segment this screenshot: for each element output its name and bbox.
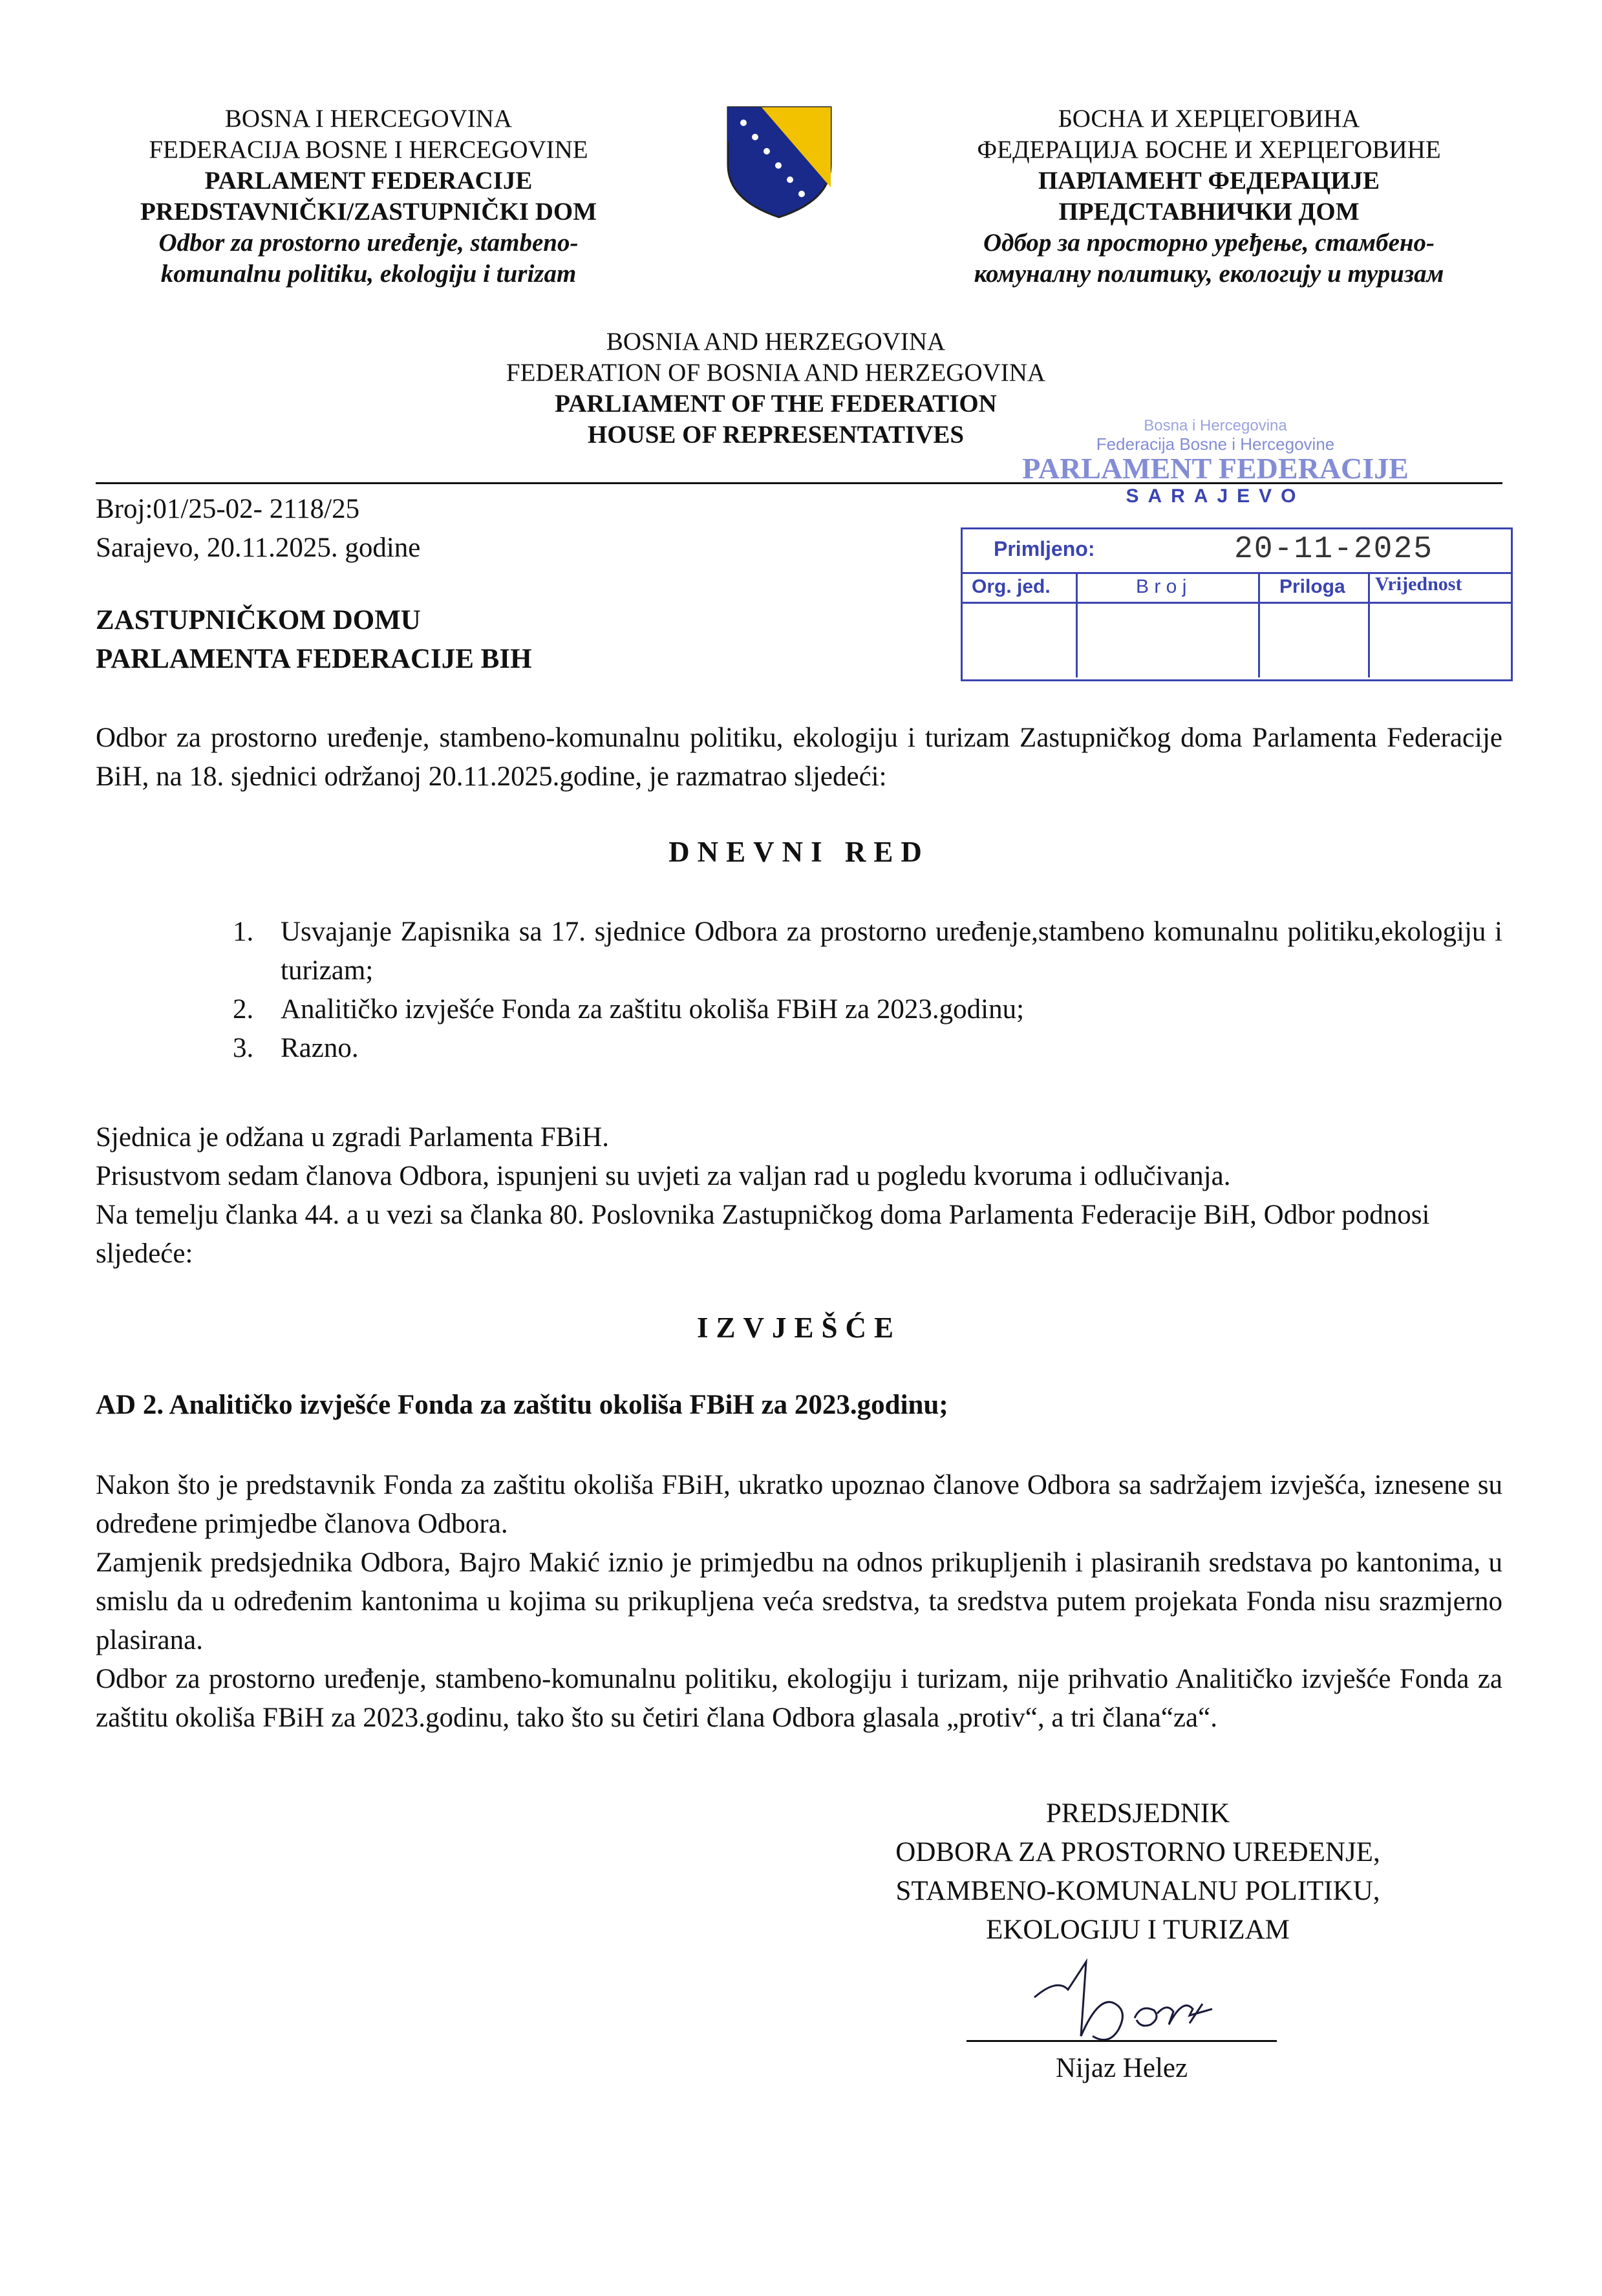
stamp-col-org: Org. jed. [972, 576, 1051, 597]
paragraph-2: Zamjenik predsjednika Odbora, Bajro Makić iznio je primjedbu na odnos prikupljenih i plasiranih sredstava po kantonima, u smislu da u određenim kantonima u kojima su prikupljena veća sredstva, ta sredstva putem projekata Fonda nisu srazmjerno plasirana. [96, 1547, 1502, 1655]
header-right-committee-1: Одбор за просторно уређење, стамбено- [983, 229, 1435, 257]
paragraph-3: Odbor za prostorno uređenje, stambeno-komunalnu politiku, ekologiju i turizam, nije prihvatio Analitičko izvješće Fonda za zaštitu okoliša FBiH za 2023.godinu, tako što su četiri člana Odbora glasala „protiv“, a tri člana“za“. [96, 1664, 1502, 1733]
header-left-federation: FEDERACIJA BOSNE I HERCEGOVINE [149, 136, 588, 164]
header-right [918, 103, 1500, 290]
header-center-federation: FEDERATION OF BOSNIA AND HERZEGOVINA [506, 359, 1046, 387]
header-right-federation: ФЕДЕРАЦИЈА БОСНЕ И ХЕРЦЕГОВИНЕ [977, 136, 1441, 164]
stamp-city: SARAJEVO [1126, 485, 1305, 507]
signature-committee-3: EKOLOGIJU I TURIZAM [986, 1915, 1290, 1945]
agenda-list [233, 913, 1502, 1068]
paragraph-1: Nakon što je predstavnik Fonda za zaštitu okoliša FBiH, ukratko upoznao članove Odbora sa sadržajem izvješća, iznesene su određene primjedbe članova Odbora. [96, 1470, 1502, 1539]
report-body [96, 1466, 1502, 1738]
signature-title: PREDSJEDNIK [1045, 1798, 1230, 1829]
signature-committee-1: ODBORA ZA PROSTORNO UREĐENJE, [895, 1837, 1380, 1867]
header-right-parliament: ПАРЛАМЕНТ ФЕДЕРАЦИЈЕ [1038, 167, 1380, 195]
stamp-col-priloga: Priloga [1279, 576, 1345, 597]
header-right-country: БОСНА И ХЕРЦЕГОВИНА [1058, 105, 1360, 133]
recipient-line-2: PARLAMENTA FEDERACIJE BIH [96, 644, 532, 674]
stamp-col-broj: B r o j [1136, 576, 1187, 597]
stamp-federation: Federacija Bosne i Hercegovine [1096, 434, 1335, 454]
coat-of-arms-logo [723, 103, 836, 220]
agenda-item-text: Usvajanje Zapisnika sa 17. sjednice Odbora za prostorno uređenje,stambeno komunalnu politiku,ekologiju i turizam; [281, 917, 1502, 986]
signature-committee-2: STAMBENO-KOMUNALNU POLITIKU, [895, 1876, 1380, 1906]
session-line-1: Sjednica je odžana u zgradi Parlamenta FBiH. [96, 1122, 610, 1153]
stamp-received-label: Primljeno: [994, 537, 1095, 560]
session-info [96, 1118, 1502, 1273]
handwritten-signature [996, 1959, 1280, 2049]
header-left-parliament: PARLAMENT FEDERACIJE [204, 167, 533, 195]
header-left-country: BOSNA I HERCEGOVINA [224, 105, 513, 133]
header-left [84, 103, 653, 290]
signature-line [967, 2040, 1277, 2042]
recipient-line-1: ZASTUPNIČKOM DOMU [96, 605, 421, 635]
place-and-date: Sarajevo, 20.11.2025. godine [96, 533, 421, 563]
agenda-item: 3. Razno. [233, 1033, 359, 1063]
signer-name: Nijaz Helez [1055, 2053, 1188, 2083]
signature-block [828, 1794, 1448, 1950]
header-left-committee-1: Odbor za prostorno uređenje, stambeno- [158, 229, 579, 257]
agenda-item-text: Analitičko izvješće Fonda za zaštitu okoliša FBiH za 2023.godinu; [281, 994, 1025, 1025]
session-line-3: Na temelju članka 44. a u vezi sa članka 80. Poslovnika Zastupničkog doma Parlamenta Federacije BiH, Odbor podnosi sljedeće: [96, 1200, 1430, 1269]
intro-paragraph: Odbor za prostorno uređenje, stambeno-komunalnu politiku, ekologiju i turizam Zastupničkog doma Parlamenta Federacije BiH, na 18. sjednici održanoj 20.11.2025.godine, je razmatrao sljedeći: [96, 723, 1502, 792]
session-line-2: Prisustvom sedam članova Odbora, ispunjeni su uvjeti za valjan rad u pogledu kvoruma i odlučivanja. [96, 1161, 1231, 1191]
header-right-house: ПРЕДСТАВНИЧКИ ДОМ [1058, 198, 1360, 226]
stamp-received-date: 20-11-2025 [1234, 532, 1434, 567]
header-left-committee-2: komunalnu politiku, ekologiju i turizam [160, 260, 577, 288]
header-center-house: HOUSE OF REPRESENTATIVES [587, 421, 965, 449]
recipient [96, 601, 807, 679]
stamp-parliament: PARLAMENT FEDERACIJE [1022, 452, 1409, 485]
stamp-col-vrijednost: Vrijednost [1375, 573, 1462, 595]
stamp-header [996, 418, 1435, 509]
header-right-committee-2: комуналну политику, екологију и туризам [974, 260, 1444, 288]
stamp-country: Bosna i Hercegovina [1144, 417, 1287, 434]
agenda-title: DNEVNI RED [668, 836, 930, 868]
report-title: IZVJEŠĆE [696, 1312, 902, 1344]
header-left-house: PREDSTAVNIČKI/ZASTUPNIČKI DOM [140, 198, 597, 226]
agenda-item: 1. Usvajanje Zapisnika sa 17. sjednice Odbora za prostorno uređenje,stambeno komunalnu politiku,ekologiju i turizam; [233, 917, 1502, 986]
agenda-item-text: Razno. [281, 1033, 359, 1063]
received-stamp [961, 527, 1513, 681]
ad-heading: AD 2. Analitičko izvješće Fonda za zaštitu okoliša FBiH za 2023.godinu; [96, 1390, 948, 1420]
header-center-country: BOSNIA AND HERZEGOVINA [606, 328, 946, 356]
header-center-parliament: PARLIAMENT OF THE FEDERATION [555, 390, 997, 418]
reference-number: Broj:01/25-02- 2118/25 [96, 494, 360, 524]
document-meta [96, 490, 613, 568]
agenda-item: 2. Analitičko izvješće Fonda za zaštitu okoliša FBiH za 2023.godinu; [233, 994, 1025, 1025]
